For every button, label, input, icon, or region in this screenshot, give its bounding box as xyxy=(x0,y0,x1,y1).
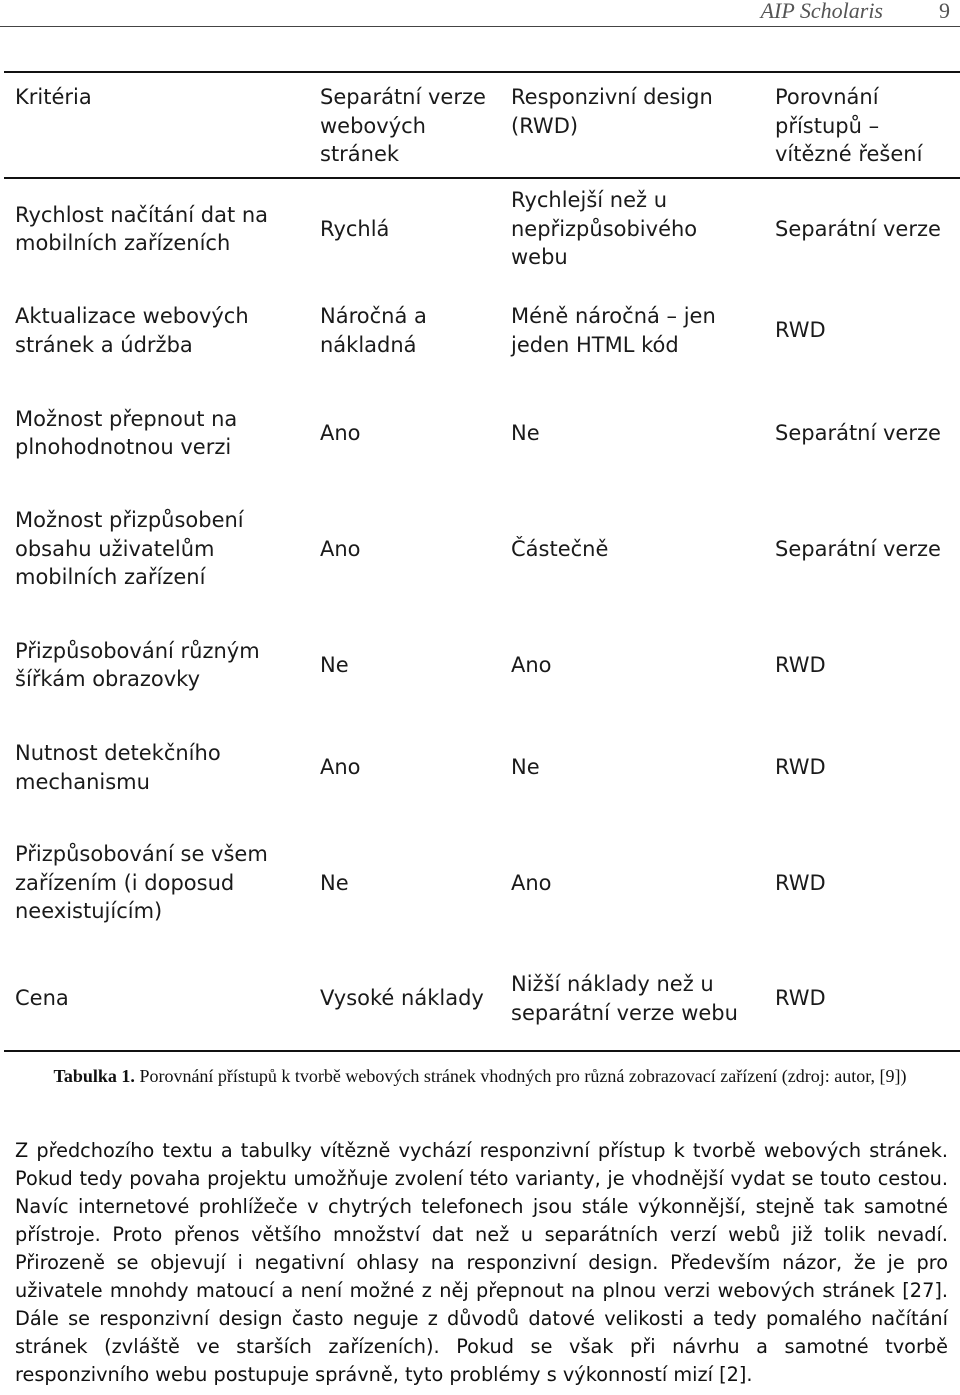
table-row xyxy=(4,948,960,1051)
table-cell: Rychlost načítání dat na mobilních zařízeních xyxy=(15,202,269,255)
table-cell: Možnost přizpůsobení obsahu uživatelům mobilních zařízení xyxy=(15,508,244,590)
table-cell: Cena xyxy=(15,986,69,1011)
table-cell: Náročná a nákladná xyxy=(320,304,427,357)
table-caption xyxy=(0,1064,960,1089)
table-cell: Vysoké náklady xyxy=(320,986,484,1011)
table-row xyxy=(4,819,960,948)
table-row xyxy=(4,614,960,717)
table-cell: RWD xyxy=(775,652,826,677)
caption-text: Porovnání přístupů k tvorbě webových stránek vhodných pro různá zobrazovací zařízení (zdroj: autor, [9]) xyxy=(134,1066,907,1086)
comparison-table xyxy=(4,71,960,1052)
table-cell: Separátní verze xyxy=(775,536,941,561)
page-number: 9 xyxy=(939,0,950,23)
table-cell: Ne xyxy=(320,652,349,677)
table-cell: Ne xyxy=(320,870,349,895)
table-cell: Méně náročná – jen jeden HTML kód xyxy=(511,304,716,357)
table-row xyxy=(4,485,960,614)
table-cell: Přizpůsobování se všem zařízením (i doposud neexistujícím) xyxy=(15,842,268,924)
table-cell: Ano xyxy=(320,420,361,445)
table-cell: RWD xyxy=(775,318,826,343)
table-cell: Ano xyxy=(511,652,552,677)
column-header: Kritéria xyxy=(15,85,92,109)
caption-label: Tabulka 1. xyxy=(53,1066,135,1086)
running-header xyxy=(0,0,960,27)
journal-title: AIP Scholaris xyxy=(760,0,883,23)
table-header-row xyxy=(4,72,960,178)
table-cell: Ne xyxy=(511,420,540,445)
table-row xyxy=(4,178,960,280)
table-row xyxy=(4,280,960,382)
column-header: Porovnání přístupů – vítězné řešení xyxy=(775,85,923,166)
table-cell: Ne xyxy=(511,755,540,780)
table-row xyxy=(4,382,960,485)
table-row xyxy=(4,717,960,819)
table-cell: Separátní verze xyxy=(775,216,941,241)
table-cell: Možnost přepnout na plnohodnotnou verzi xyxy=(15,406,238,459)
table-cell: Částečně xyxy=(511,536,609,561)
table-cell: Ano xyxy=(511,870,552,895)
table-cell: Ano xyxy=(320,536,361,561)
table-cell: Nižší náklady než u separátní verze webu xyxy=(511,972,738,1025)
column-header: Responzivní design (RWD) xyxy=(511,85,713,138)
table-cell: Přizpůsobování různým šířkám obrazovky xyxy=(15,638,260,691)
table-cell: RWD xyxy=(775,870,826,895)
body-paragraph: Z předchozího textu a tabulky vítězně vychází responzivní přístup k tvorbě webových stránek. Pokud tedy povaha projektu umožňuje zvolení této varianty, je vhodnější vydat se touto cestou. Navíc internetové prohlížeče v chytrých telefonech jsou stále výkonnější, stejně tak samotné přístroje. Proto přenos většího množství dat než u separátních verzí webů již tolik nevadí. Přirozeně se objevují i negativní ohlasy na responzivní design. Především názor, že je pro uživatele mnohdy matoucí a není možné z něj přepnout na plnou verzi webových stránek [27]. Dále se responzivní design často neguje z důvodů datové velikosti a tedy pomalého načítání stránek (zvláště ve starších zařízeních). Pokud se však při návrhu a samotné tvorbě responzivního webu postupuje správně, tyto problémy s výkonností mizí [2]. xyxy=(15,1139,948,1386)
table-cell: Rychlá xyxy=(320,216,390,241)
table-cell: RWD xyxy=(775,755,826,780)
table-cell: RWD xyxy=(775,986,826,1011)
column-header: Separátní verze webových stránek xyxy=(320,85,486,166)
table-cell: Nutnost detekčního mechanismu xyxy=(15,741,221,794)
table-cell: Rychlejší než u nepřizpůsobivého webu xyxy=(511,188,698,270)
table-cell: Ano xyxy=(320,755,361,780)
table-cell: Aktualizace webových stránek a údržba xyxy=(15,304,249,357)
table-cell: Separátní verze xyxy=(775,420,941,445)
